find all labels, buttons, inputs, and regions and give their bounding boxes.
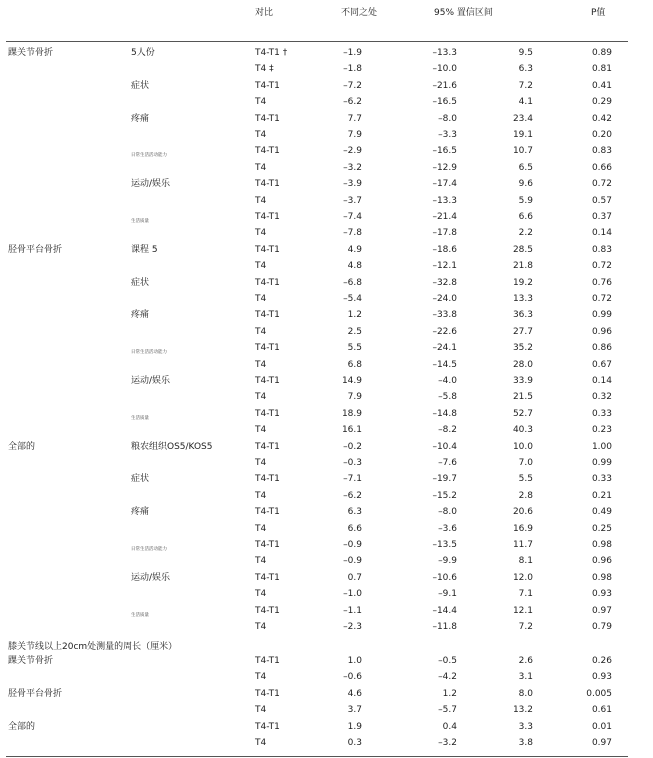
ci-upper-cell: 5.5 <box>518 474 533 485</box>
ci-upper-cell: 7.2 <box>518 622 533 632</box>
ci-upper-cell: 19.1 <box>512 130 533 140</box>
ci-upper-cell: 7.2 <box>518 80 533 91</box>
ci-upper-cell: 13.2 <box>512 705 533 716</box>
ci-lower-cell: –7.6 <box>438 458 457 468</box>
ci-lower-cell: –8.0 <box>438 113 457 124</box>
difference-cell: 7.9 <box>347 130 362 140</box>
ci-upper-cell: 52.7 <box>512 408 533 419</box>
p-value-cell: 1.00 <box>591 441 612 452</box>
p-value-cell: 0.96 <box>591 326 612 337</box>
difference-cell: –1.8 <box>343 64 362 75</box>
comparison-cell: T4-T1 <box>255 244 280 255</box>
p-value-cell: 0.97 <box>591 605 612 616</box>
ci-upper-cell: 13.3 <box>512 294 533 304</box>
p-value-cell: 0.61 <box>591 705 612 716</box>
p-value-cell: 0.72 <box>591 261 612 272</box>
ci-upper-cell: 35.2 <box>512 343 533 354</box>
ci-lower-cell: –16.5 <box>432 97 457 108</box>
ci-lower-cell: –22.6 <box>432 326 457 337</box>
bottom-rule <box>6 756 628 757</box>
section-title-circumference: 膝关节线以上20cm处测量的周长（厘米） <box>8 642 178 652</box>
ci-lower-cell: –5.8 <box>438 392 457 403</box>
ci-upper-cell: 2.6 <box>518 656 533 666</box>
ci-lower-cell: –14.4 <box>432 605 457 616</box>
ci-upper-cell: 8.0 <box>518 688 533 699</box>
comparison-cell: T4-T1 <box>255 113 280 124</box>
p-value-cell: 0.86 <box>591 343 612 354</box>
ci-upper-cell: 28.5 <box>512 244 533 255</box>
difference-cell: –0.9 <box>343 540 362 550</box>
ci-lower-cell: –12.1 <box>432 261 457 272</box>
comparison-cell: T4 <box>255 359 267 370</box>
p-value-cell: 0.49 <box>591 507 612 518</box>
ci-upper-cell: 7.1 <box>518 589 533 600</box>
difference-cell: 5.5 <box>347 343 362 354</box>
comparison-cell: T4 <box>255 425 267 436</box>
p-value-cell: 0.32 <box>591 392 612 403</box>
difference-cell: 6.6 <box>347 523 362 534</box>
ci-lower-cell: –4.2 <box>438 672 457 683</box>
ci-upper-cell: 3.1 <box>518 672 533 683</box>
difference-cell: 0.3 <box>347 738 362 748</box>
header-p-value: P值 <box>591 8 606 18</box>
ci-lower-cell: –21.6 <box>432 80 457 91</box>
difference-cell: 18.9 <box>341 408 362 419</box>
p-value-cell: 0.57 <box>591 195 612 206</box>
measure-cell: 日常生活活动能力 <box>131 153 167 159</box>
comparison-cell: T4-T1 <box>255 688 280 699</box>
comparison-cell: T4-T1 <box>255 310 280 321</box>
header-rule <box>6 41 628 42</box>
ci-upper-cell: 36.3 <box>512 310 533 321</box>
comparison-cell: T4-T1 <box>255 80 280 91</box>
difference-cell: –7.4 <box>343 212 362 222</box>
group-cell: 踝关节骨折 <box>8 48 54 58</box>
comparison-cell: T4-T1 <box>255 179 280 190</box>
difference-cell: –0.2 <box>343 441 362 452</box>
p-value-cell: 0.72 <box>591 179 612 190</box>
difference-cell: –3.7 <box>343 195 362 206</box>
comparison-cell: T4 <box>255 589 267 600</box>
ci-upper-cell: 21.8 <box>512 261 533 272</box>
ci-lower-cell: –12.9 <box>432 162 457 173</box>
comparison-cell: T4-T1 <box>255 572 280 583</box>
ci-lower-cell: –10.0 <box>432 64 457 75</box>
ci-upper-cell: 6.3 <box>518 64 533 75</box>
p-value-cell: 0.29 <box>591 97 612 108</box>
comparison-cell: T4 <box>255 490 267 501</box>
comparison-cell: T4-T1 <box>255 146 280 157</box>
ci-lower-cell: –5.7 <box>438 705 457 716</box>
measure-cell: 症状 <box>131 277 150 288</box>
p-value-cell: 0.83 <box>591 146 612 157</box>
measure-cell: 生活质量 <box>131 219 149 224</box>
comparison-cell: T4-T1 <box>255 376 280 386</box>
ci-lower-cell: 0.4 <box>442 721 457 732</box>
p-value-cell: 0.99 <box>591 310 612 321</box>
measure-cell: 粮农组织OS5/KOS5 <box>131 441 213 452</box>
ci-lower-cell: –24.1 <box>432 343 457 354</box>
comparison-cell: T4 <box>255 556 267 567</box>
comparison-cell: T4-T1 <box>255 721 280 732</box>
group-cell: 全部的 <box>8 441 36 452</box>
ci-lower-cell: –10.4 <box>432 441 457 452</box>
difference-cell: 14.9 <box>341 376 362 386</box>
comparison-cell: T4 <box>255 261 267 272</box>
ci-lower-cell: –15.2 <box>432 490 457 501</box>
ci-upper-cell: 12.1 <box>512 605 533 616</box>
p-value-cell: 0.83 <box>591 244 612 255</box>
p-value-cell: 0.97 <box>591 738 612 748</box>
difference-cell: 2.5 <box>347 326 362 337</box>
ci-lower-cell: –24.0 <box>432 294 457 304</box>
comparison-cell: T4-T1 <box>255 507 280 518</box>
difference-cell: –3.9 <box>343 179 362 190</box>
comparison-cell: T4 <box>255 195 267 206</box>
measure-cell: 运动/娱乐 <box>131 376 171 386</box>
p-value-cell: 0.23 <box>591 425 612 436</box>
comparison-cell: T4 <box>255 705 267 716</box>
p-value-cell: 0.93 <box>591 672 612 683</box>
ci-lower-cell: –3.2 <box>438 738 457 748</box>
comparison-cell: T4-T1 <box>255 408 280 419</box>
difference-cell: 1.2 <box>347 310 362 321</box>
group-cell: 胫骨平台骨折 <box>8 688 63 699</box>
comparison-cell: T4 <box>255 294 267 304</box>
ci-upper-cell: 9.5 <box>518 48 533 58</box>
group-cell: 踝关节骨折 <box>8 656 54 666</box>
difference-cell: –7.8 <box>343 228 362 239</box>
ci-lower-cell: –13.3 <box>432 48 457 58</box>
comparison-cell: T4 <box>255 97 267 108</box>
difference-cell: 1.9 <box>347 721 362 732</box>
measure-cell: 日常生活活动能力 <box>131 350 167 356</box>
ci-upper-cell: 21.5 <box>512 392 533 403</box>
ci-lower-cell: –10.6 <box>432 572 457 583</box>
ci-upper-cell: 7.0 <box>518 458 533 468</box>
ci-upper-cell: 19.2 <box>512 277 533 288</box>
comparison-cell: T4-T1 † <box>255 48 288 58</box>
difference-cell: 4.9 <box>347 244 362 255</box>
difference-cell: 7.7 <box>347 113 362 124</box>
ci-lower-cell: –32.8 <box>432 277 457 288</box>
ci-lower-cell: –19.7 <box>432 474 457 485</box>
ci-lower-cell: –14.5 <box>432 359 457 370</box>
ci-lower-cell: –9.1 <box>438 589 457 600</box>
measure-cell: 疼痛 <box>131 310 150 321</box>
comparison-cell: T4-T1 <box>255 474 280 485</box>
comparison-cell: T4 <box>255 458 267 468</box>
ci-lower-cell: –14.8 <box>432 408 457 419</box>
difference-cell: –1.0 <box>343 589 362 600</box>
ci-upper-cell: 11.7 <box>512 540 533 550</box>
measure-cell: 运动/娱乐 <box>131 179 171 190</box>
header-ci: 95% 置信区间 <box>434 8 493 18</box>
comparison-cell: T4-T1 <box>255 540 280 550</box>
comparison-cell: T4 <box>255 326 267 337</box>
difference-cell: –2.3 <box>343 622 362 632</box>
difference-cell: 7.9 <box>347 392 362 403</box>
difference-cell: –3.2 <box>343 162 362 173</box>
difference-cell: –2.9 <box>343 146 362 157</box>
ci-upper-cell: 3.8 <box>518 738 533 748</box>
ci-upper-cell: 10.0 <box>512 441 533 452</box>
ci-lower-cell: –17.4 <box>432 179 457 190</box>
p-value-cell: 0.37 <box>591 212 612 222</box>
comparison-cell: T4-T1 <box>255 656 280 666</box>
ci-upper-cell: 8.1 <box>518 556 533 567</box>
difference-cell: –0.9 <box>343 556 362 567</box>
difference-cell: 3.7 <box>347 705 362 716</box>
p-value-cell: 0.99 <box>591 458 612 468</box>
difference-cell: 1.0 <box>347 656 362 666</box>
difference-cell: –5.4 <box>343 294 362 304</box>
comparison-cell: T4-T1 <box>255 605 280 616</box>
measure-cell: 日常生活活动能力 <box>131 547 167 552</box>
measure-cell: 症状 <box>131 474 150 485</box>
difference-cell: –0.6 <box>343 672 362 683</box>
p-value-cell: 0.98 <box>591 540 612 550</box>
p-value-cell: 0.81 <box>591 64 612 75</box>
p-value-cell: 0.14 <box>591 376 612 386</box>
p-value-cell: 0.72 <box>591 294 612 304</box>
difference-cell: 4.8 <box>347 261 362 272</box>
ci-lower-cell: –9.9 <box>438 556 457 567</box>
p-value-cell: 0.66 <box>591 162 612 173</box>
group-cell: 全部的 <box>8 721 36 732</box>
header-difference: 不同之处 <box>341 8 378 18</box>
difference-cell: –6.2 <box>343 490 362 501</box>
ci-lower-cell: –13.5 <box>432 540 457 550</box>
ci-upper-cell: 5.9 <box>518 195 533 206</box>
ci-upper-cell: 28.0 <box>512 359 533 370</box>
p-value-cell: 0.33 <box>591 408 612 419</box>
p-value-cell: 0.67 <box>591 359 612 370</box>
ci-upper-cell: 3.3 <box>518 721 533 732</box>
ci-upper-cell: 6.5 <box>518 162 533 173</box>
ci-upper-cell: 23.4 <box>512 113 533 124</box>
ci-lower-cell: –8.0 <box>438 507 457 518</box>
p-value-cell: 0.25 <box>591 523 612 534</box>
ci-lower-cell: –4.0 <box>438 376 457 386</box>
difference-cell: 0.7 <box>347 572 362 583</box>
ci-upper-cell: 10.7 <box>512 146 533 157</box>
difference-cell: –1.9 <box>343 48 362 58</box>
p-value-cell: 0.93 <box>591 589 612 600</box>
difference-cell: –6.2 <box>343 97 362 108</box>
p-value-cell: 0.26 <box>591 656 612 666</box>
ci-lower-cell: –11.8 <box>432 622 457 632</box>
ci-upper-cell: 27.7 <box>512 326 533 337</box>
ci-lower-cell: –18.6 <box>432 244 457 255</box>
measure-cell: 疼痛 <box>131 113 150 124</box>
ci-lower-cell: –13.3 <box>432 195 457 206</box>
ci-lower-cell: –33.8 <box>432 310 457 321</box>
comparison-cell: T4 <box>255 523 267 534</box>
comparison-cell: T4 <box>255 162 267 173</box>
ci-lower-cell: –3.6 <box>438 523 457 534</box>
comparison-cell: T4 <box>255 228 267 239</box>
ci-upper-cell: 2.2 <box>518 228 533 239</box>
p-value-cell: 0.76 <box>591 277 612 288</box>
measure-cell: 课程 5 <box>131 244 158 255</box>
p-value-cell: 0.89 <box>591 48 612 58</box>
comparison-cell: T4 <box>255 130 267 140</box>
difference-cell: 6.8 <box>347 359 362 370</box>
p-value-cell: 0.98 <box>591 572 612 583</box>
difference-cell: –1.1 <box>343 605 362 616</box>
ci-lower-cell: –21.4 <box>432 212 457 222</box>
p-value-cell: 0.41 <box>591 80 612 91</box>
comparison-cell: T4 <box>255 738 267 748</box>
ci-upper-cell: 20.6 <box>512 507 533 518</box>
header-contrast: 对比 <box>255 8 274 18</box>
ci-lower-cell: –0.5 <box>438 656 457 666</box>
ci-lower-cell: –16.5 <box>432 146 457 157</box>
difference-cell: 16.1 <box>341 425 362 436</box>
comparison-cell: T4 ‡ <box>255 64 274 75</box>
group-cell: 胫骨平台骨折 <box>8 244 63 255</box>
p-value-cell: 0.42 <box>591 113 612 124</box>
ci-lower-cell: 1.2 <box>442 688 457 699</box>
measure-cell: 症状 <box>131 80 150 91</box>
ci-upper-cell: 2.8 <box>518 490 533 501</box>
p-value-cell: 0.79 <box>591 622 612 632</box>
p-value-cell: 0.14 <box>591 228 612 239</box>
difference-cell: –0.3 <box>343 458 362 468</box>
difference-cell: –7.1 <box>343 474 362 485</box>
ci-lower-cell: –3.3 <box>438 130 457 140</box>
measure-cell: 5人份 <box>131 48 155 58</box>
ci-upper-cell: 33.9 <box>512 376 533 386</box>
ci-upper-cell: 6.6 <box>518 212 533 222</box>
ci-upper-cell: 9.6 <box>518 179 533 190</box>
p-value-cell: 0.96 <box>591 556 612 567</box>
p-value-cell: 0.33 <box>591 474 612 485</box>
comparison-cell: T4-T1 <box>255 212 280 222</box>
comparison-cell: T4-T1 <box>255 441 280 452</box>
measure-cell: 运动/娱乐 <box>131 572 171 583</box>
measure-cell: 生活质量 <box>131 612 149 618</box>
p-value-cell: 0.20 <box>591 130 612 140</box>
comparison-cell: T4 <box>255 622 267 632</box>
comparison-cell: T4-T1 <box>255 277 280 288</box>
difference-cell: 6.3 <box>347 507 362 518</box>
difference-cell: 4.6 <box>347 688 362 699</box>
comparison-cell: T4 <box>255 672 267 683</box>
difference-cell: –6.8 <box>343 277 362 288</box>
ci-upper-cell: 16.9 <box>512 523 533 534</box>
difference-cell: –7.2 <box>343 80 362 91</box>
comparison-cell: T4-T1 <box>255 343 280 354</box>
ci-lower-cell: –17.8 <box>432 228 457 239</box>
ci-upper-cell: 40.3 <box>512 425 533 436</box>
ci-lower-cell: –8.2 <box>438 425 457 436</box>
p-value-cell: 0.01 <box>591 721 612 732</box>
ci-upper-cell: 4.1 <box>518 97 533 108</box>
p-value-cell: 0.21 <box>591 490 612 501</box>
ci-upper-cell: 12.0 <box>512 572 533 583</box>
measure-cell: 疼痛 <box>131 507 150 518</box>
comparison-cell: T4 <box>255 392 267 403</box>
p-value-cell: 0.005 <box>586 688 612 699</box>
measure-cell: 生活质量 <box>131 415 149 421</box>
